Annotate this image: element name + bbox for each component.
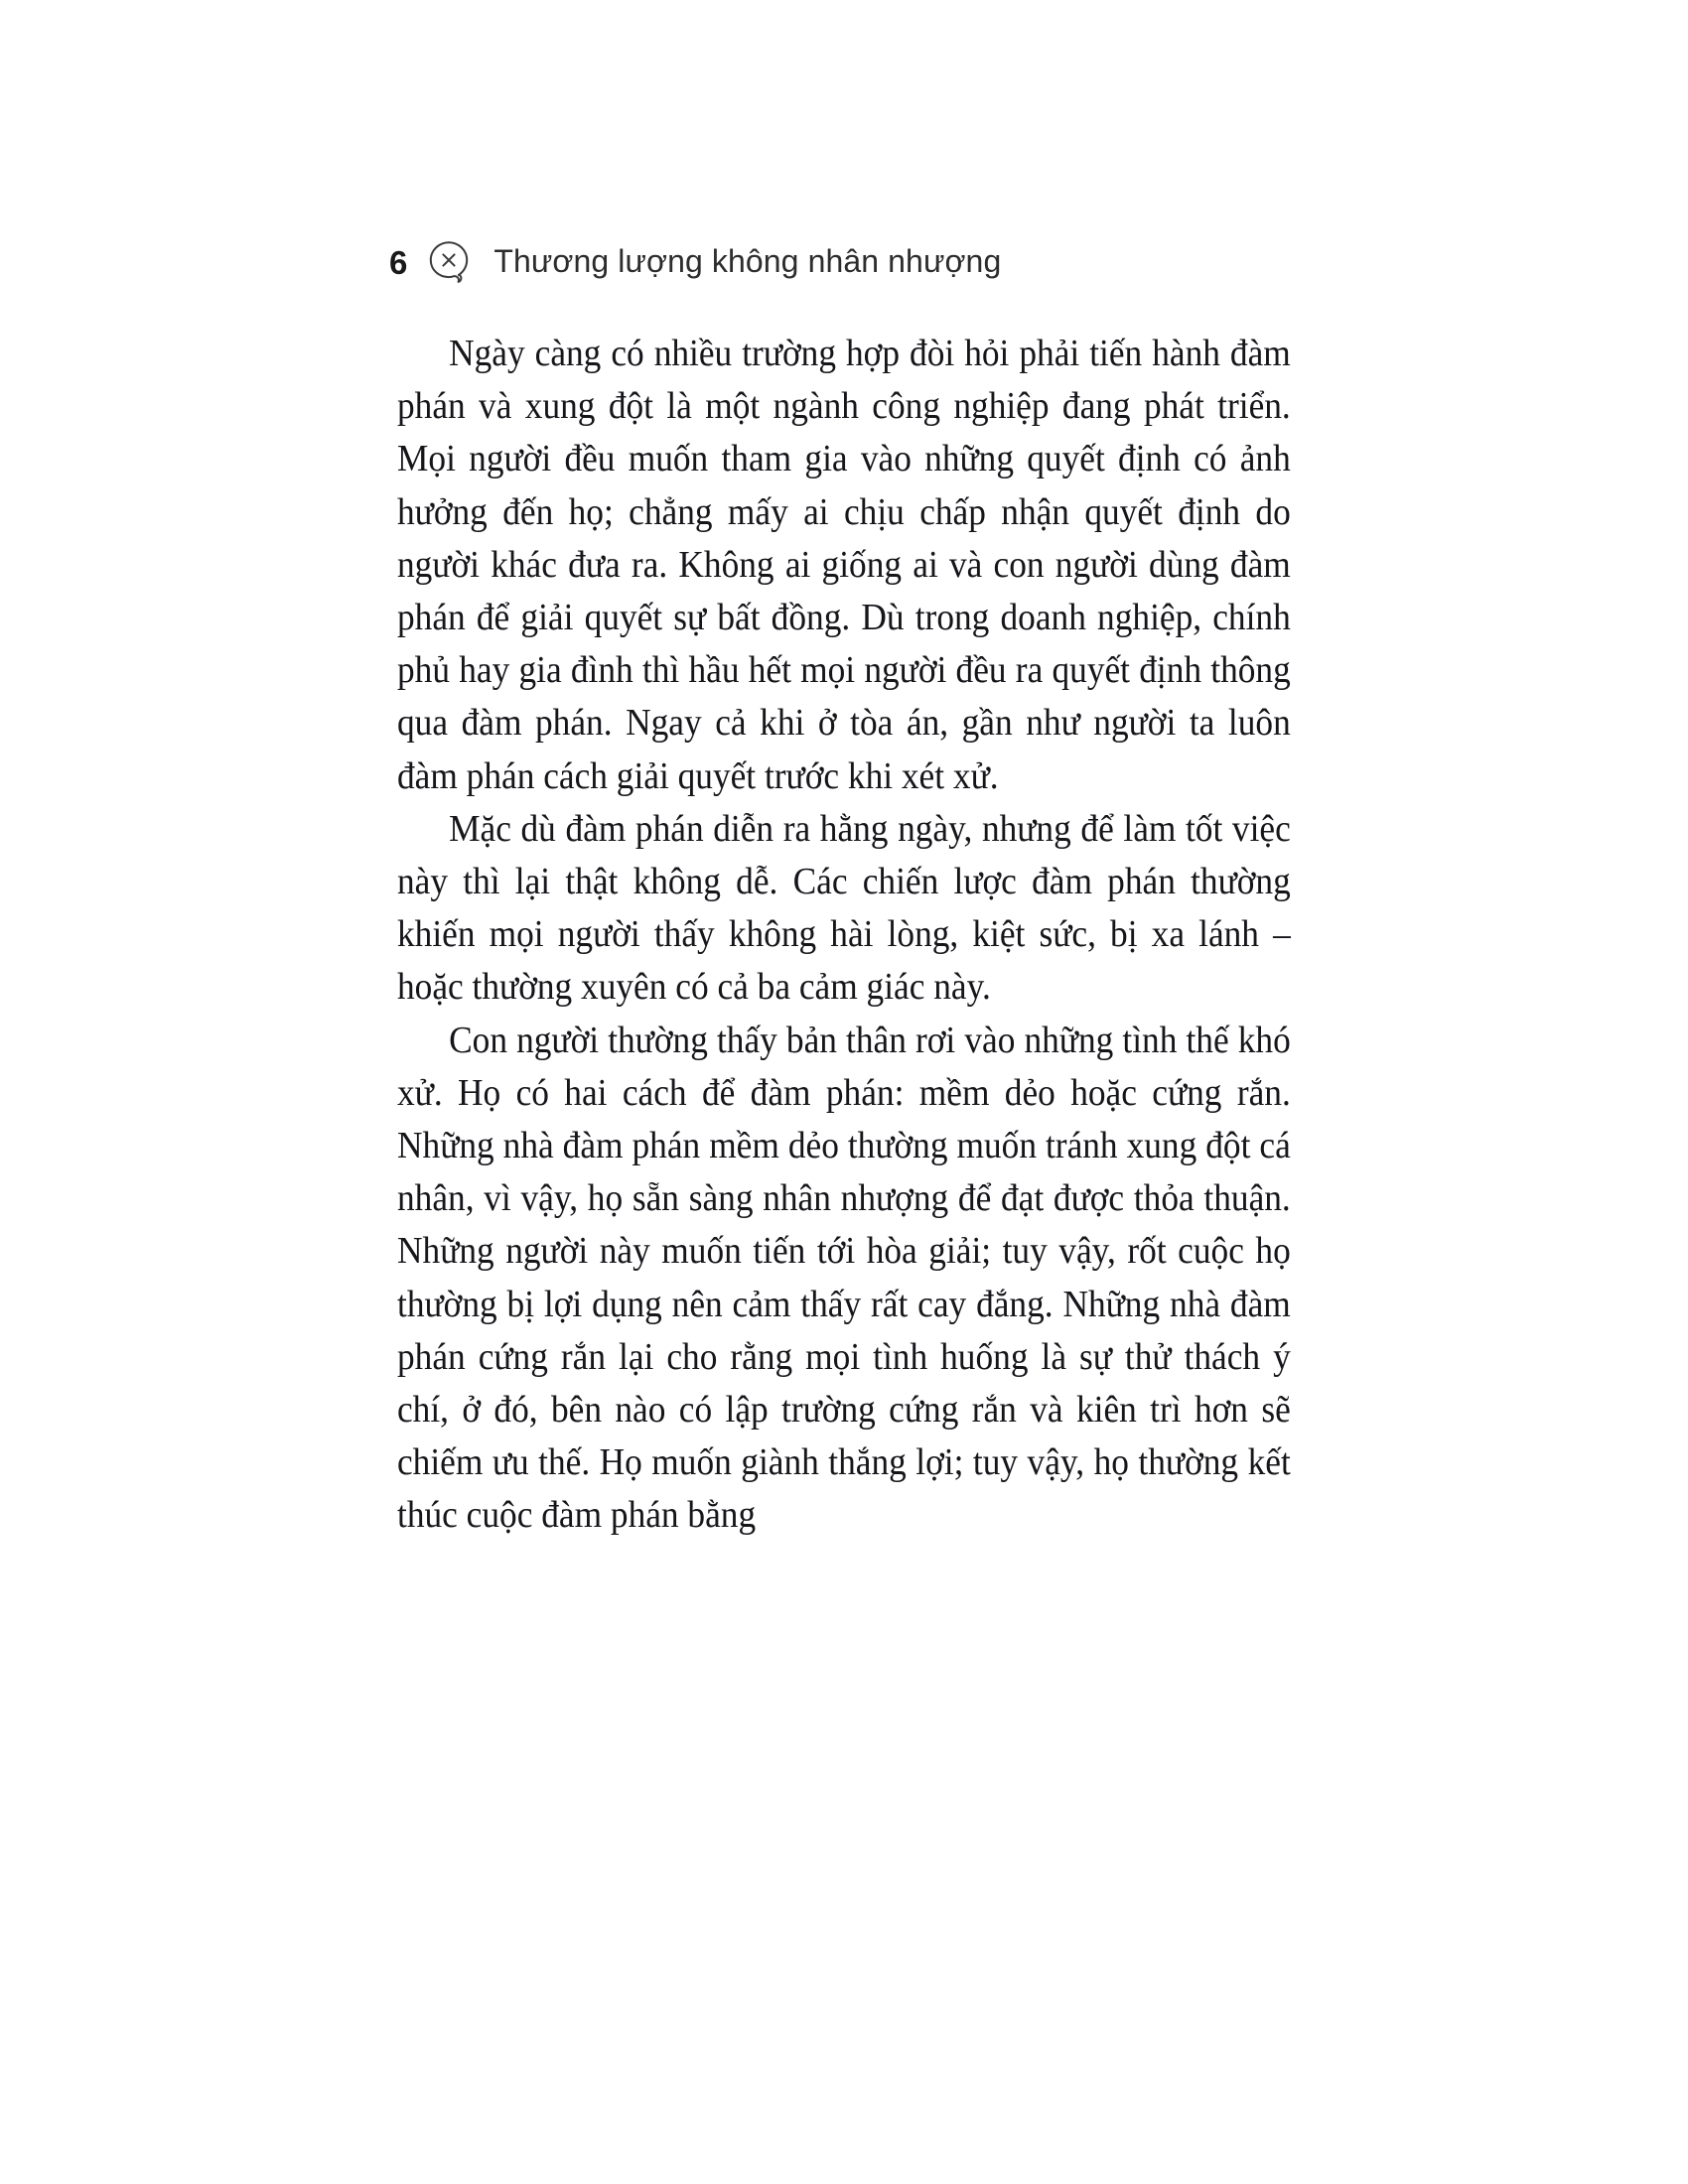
page-number: 6 — [389, 243, 408, 281]
running-title: Thương lượng không nhân nhượng — [493, 243, 1002, 280]
paragraph: Mặc dù đàm phán diễn ra hằng ngày, nhưng để làm tốt việc này thì lại thật không dễ. Các chiến lược đàm phán thường khiến mọi người thấy không hài lòng, kiệt sức, bị xa lánh – hoặc thường xuyên có cả ba cảm giác này. — [397, 807, 1291, 1009]
running-header — [389, 232, 1303, 292]
paragraph: Con người thường thấy bản thân rơi vào những tình thế khó xử. Họ có hai cách để đàm phán: mềm dẻo hoặc cứng rắn. Những nhà đàm phán mềm dẻo thường muốn tránh xung đột cá nhân, vì vậy, họ sẵn sàng nhân nhượng để đạt được thỏa thuận. Những người này muốn tiến tới hòa giải; tuy vậy, rốt cuộc họ thường bị lợi dụng nên cảm thấy rất cay đắng. Những nhà đàm phán cứng rắn lại cho rằng mọi tình huống là sự thử thách ý chí, ở đó, bên nào có lập trường cứng rắn và kiên trì hơn sẽ chiếm ưu thế. Họ muốn giành thắng lợi; tuy vậy, họ thường kết thúc cuộc đàm phán bằng — [397, 1019, 1291, 1537]
body-text-block — [397, 328, 1291, 1543]
speech-bubble-x-icon — [426, 239, 472, 285]
paragraph: Ngày càng có nhiều trường hợp đòi hỏi phải tiến hành đàm phán và xung đột là một ngành công nghiệp đang phát triển. Mọi người đều muốn tham gia vào những quyết định có ảnh hưởng đến họ; chẳng mấy ai chịu chấp nhận quyết định do người khác đưa ra. Không ai giống ai và con người dùng đàm phán để giải quyết sự bất đồng. Dù trong doanh nghiệp, chính phủ hay gia đình thì hầu hết mọi người đều ra quyết định thông qua đàm phán. Ngay cả khi ở tòa án, gần như người ta luôn đàm phán cách giải quyết trước khi xét xử. — [397, 333, 1291, 797]
